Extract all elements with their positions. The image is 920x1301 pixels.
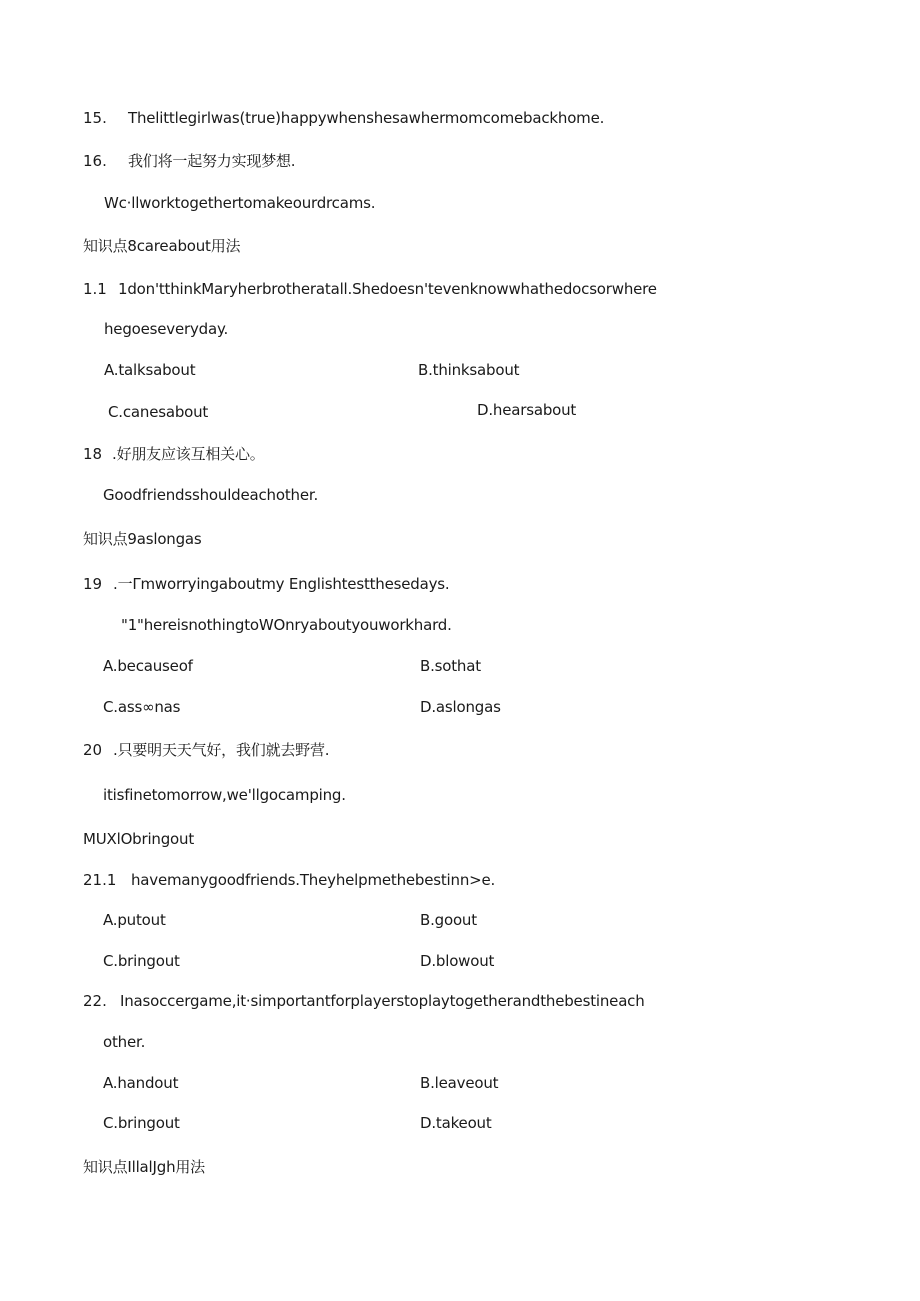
q20-number: 20 — [83, 741, 103, 759]
q18-text: .好朋友应该互相关心。 — [112, 445, 265, 463]
q17-option-d: D.hearsabout — [477, 401, 577, 419]
q21-option-a: A.putout — [103, 911, 166, 929]
q21-text: havemanygoodfriends.Theyhelpmethebestinn>e. — [131, 871, 496, 889]
q21-option-c: C.bringout — [103, 952, 180, 970]
q22-line2: other. — [103, 1033, 146, 1051]
q22-number: 22. — [83, 992, 107, 1010]
q17-option-a: A.talksabout — [104, 361, 196, 379]
q22-line1: Inasoccergame,it·simportantforplayerstoplaytogetherandthebestineach — [120, 992, 645, 1010]
q19-option-d: D.aslongas — [420, 698, 501, 716]
q21-number: 21.1 — [83, 871, 117, 889]
q17-number: 1.1 — [83, 280, 107, 298]
q17-line1: 1don'tthinkMaryherbrotheratall.Shedoesn'tevenknowwhathedocsorwhere — [118, 280, 657, 298]
q21-option-b: B.goout — [420, 911, 477, 929]
q16-answer: Wc·llworktogethertomakeourdrcams. — [104, 194, 376, 212]
q20-text: .只要明天天气好，我们就去野营. — [113, 741, 330, 759]
q19-line2: "1"hereisnothingtoWOnryaboutyouworkhard. — [121, 616, 452, 634]
q19-option-c: C.ass∞nas — [103, 698, 181, 716]
q19-number: 19 — [83, 575, 103, 593]
section-11-heading: 知识点IllalJgh用法 — [83, 1158, 205, 1176]
q15-text: Thelittlegirlwas(true)happywhenshesawhermomcomebackhome. — [128, 109, 605, 127]
q16-number: 16. — [83, 152, 107, 170]
section-10-heading: MUXlObringout — [83, 830, 195, 848]
q20-answer: itisfinetomorrow,we'llgocamping. — [103, 786, 346, 804]
q22-option-a: A.handout — [103, 1074, 179, 1092]
q22-option-b: B.leaveout — [420, 1074, 499, 1092]
section-8-heading: 知识点8careabout用法 — [83, 237, 241, 255]
q18-number: 18 — [83, 445, 103, 463]
q19-option-b: B.sothat — [420, 657, 481, 675]
q17-option-b: B.thinksabout — [418, 361, 520, 379]
q15-number: 15. — [83, 109, 107, 127]
q18-answer: Goodfriendsshouldeachother. — [103, 486, 319, 504]
q19-line1: .一Γmworryingaboutmy Englishtestthesedays. — [113, 575, 450, 593]
q17-option-c: C.canesabout — [108, 403, 209, 421]
q21-option-d: D.blowout — [420, 952, 495, 970]
q22-option-d: D.takeout — [420, 1114, 492, 1132]
section-9-heading: 知识点9aslongas — [83, 530, 202, 548]
q19-option-a: A.becauseof — [103, 657, 193, 675]
q22-option-c: C.bringout — [103, 1114, 180, 1132]
q16-text: 我们将一起努力实现梦想. — [128, 152, 296, 170]
q17-line2: hegoeseveryday. — [104, 320, 229, 338]
